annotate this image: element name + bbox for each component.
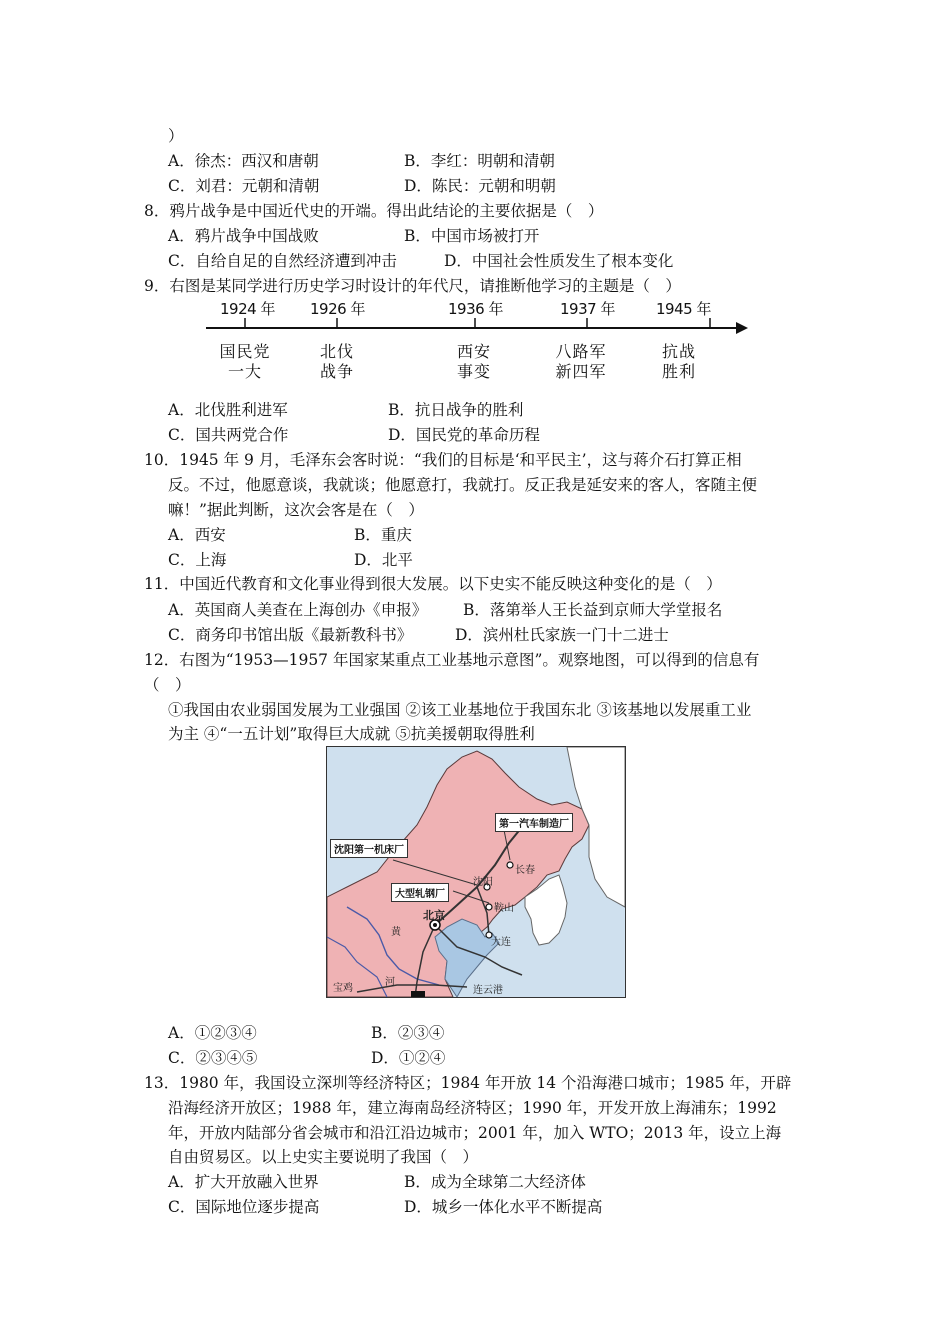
q13-line-4: 自由贸易区。以上史实主要说明了我国（ ） <box>168 1148 479 1166</box>
q10-line-3: 嘛！”据此判断，这次会客是在（ ） <box>168 501 424 519</box>
timeline-figure <box>200 296 760 392</box>
q12-option-d: D．①②④ <box>371 1049 446 1067</box>
map-label-dalian: 大连 <box>491 937 511 948</box>
timeline-event-1945-line2: 胜利 <box>661 362 696 381</box>
q9-option-c: C．国共两党合作 <box>168 426 289 444</box>
timeline-event-1936 <box>446 342 502 382</box>
q8-stem: 8．鸦片战争是中国近代史的开端。得出此结论的主要依据是（ ） <box>144 202 604 220</box>
q8-option-b: B．中国市场被打开 <box>404 227 540 245</box>
q13-line-1: 13．1980 年，我国设立深圳等经济特区；1984 年开放 14 个沿海港口城市；1985 年，开辟 <box>144 1074 792 1092</box>
map-label-lianyungang: 连云港 <box>473 985 503 996</box>
map-label-huang: 黄 <box>391 927 401 938</box>
q8-option-c: C．自给自足的自然经济遭到冲击 <box>168 252 397 270</box>
timeline-event-1926 <box>312 342 362 382</box>
q9-option-d: D．国民党的革命历程 <box>388 426 540 444</box>
timeline-event-1945-line1: 抗战 <box>661 342 696 361</box>
q9-stem: 9．右图是某同学进行历史学习时设计的年代尺，请推断他学习的主题是（ ） <box>144 277 681 295</box>
q13-option-c: C．国际地位逐步提高 <box>168 1198 320 1216</box>
q9-option-b: B．抗日战争的胜利 <box>388 401 524 419</box>
timeline-event-1936-line2: 事变 <box>456 362 491 381</box>
q11-stem: 11．中国近代教育和文化事业得到很大发展。以下史实不能反映这种变化的是（ ） <box>144 575 722 593</box>
q7-option-b: B．李红：明朝和清朝 <box>404 152 555 170</box>
q10-option-a: A．西安 <box>168 526 226 544</box>
q10-option-c: C．上海 <box>168 551 227 569</box>
q13-line-3: 年，开放内陆部分省会城市和沿江沿边城市；2001 年，加入 WTO；2013 年，设立上海 <box>168 1124 782 1142</box>
timeline-event-1926-line1: 北伐 <box>319 342 354 361</box>
q10-line-1: 10．1945 年 9 月，毛泽东会客时说：“我们的目标是‘和平民主’，这与蒋介石打算正相 <box>144 451 742 469</box>
timeline-year-1936: 1936 年 <box>448 300 503 318</box>
q9-option-a: A．北伐胜利进军 <box>168 401 288 419</box>
industrial-base-map <box>326 746 626 998</box>
map-label-he: 河 <box>385 977 395 988</box>
q11-option-b: B．落第举人王长益到京师大学堂报名 <box>463 601 723 619</box>
q11-option-d: D．滨州杜氏家族一门十二进士 <box>455 626 669 644</box>
q13-option-d: D．城乡一体化水平不断提高 <box>404 1198 603 1216</box>
q8-option-a: A．鸦片战争中国战败 <box>168 227 319 245</box>
timeline-event-1924-line1: 国民党 <box>219 342 271 361</box>
timeline-event-1937-line2: 新四军 <box>555 362 607 381</box>
map-label-beijing: 北京 <box>423 909 445 922</box>
timeline-year-1926: 1926 年 <box>310 300 365 318</box>
map-drawing <box>327 747 625 997</box>
q8-option-d: D．中国社会性质发生了根本变化 <box>444 252 674 270</box>
q13-option-b: B．成为全球第二大经济体 <box>404 1173 586 1191</box>
timeline-event-1945 <box>654 342 704 382</box>
map-label-changchun: 长春 <box>515 865 535 876</box>
map-box-steel-rolling-mill: 大型轧钢厂 <box>391 883 449 902</box>
timeline-year-1945: 1945 年 <box>656 300 711 318</box>
timeline-event-1924-line2: 一大 <box>227 362 262 381</box>
q11-option-a: A．英国商人美查在上海创办《申报》 <box>168 601 428 619</box>
q10-line-2: 反。不过，他愿意谈，我就谈；他愿意打，我就打。反正我是延安来的客人，客随主便 <box>168 476 758 494</box>
q10-option-b: B．重庆 <box>354 526 412 544</box>
map-label-baoji: 宝鸡 <box>333 983 353 994</box>
timeline-event-1937-line1: 八路军 <box>555 342 607 361</box>
q11-option-c: C．商务印书馆出版《最新教科书》 <box>168 626 413 644</box>
map-label-anshan: 鞍山 <box>494 903 514 914</box>
q10-option-d: D．北平 <box>354 551 413 569</box>
map-box-first-auto-plant: 第一汽车制造厂 <box>495 813 573 832</box>
timeline-event-1937 <box>550 342 612 382</box>
q12-option-c: C．②③④⑤ <box>168 1049 258 1067</box>
map-label-shenyang: 沈阳 <box>473 877 493 888</box>
q12-line-3: ①我国由农业弱国发展为工业强国 ②该工业基地位于我国东北 ③该基地以发展重工业 <box>168 701 752 719</box>
q7-cont: ） <box>168 127 184 145</box>
q12-line-4: 为主 ④“一五计划”取得巨大成就 ⑤抗美援朝取得胜利 <box>168 725 535 743</box>
timeline-event-1926-line2: 战争 <box>319 362 354 381</box>
q7-option-a: A．徐杰：西汉和唐朝 <box>168 152 319 170</box>
q12-line-2: （ ） <box>144 676 191 694</box>
timeline-year-1937: 1937 年 <box>560 300 615 318</box>
timeline-event-1936-line1: 西安 <box>456 342 491 361</box>
q13-line-2: 沿海经济开放区；1988 年，建立海南岛经济特区；1990 年，开发开放上海浦东；1992 <box>168 1099 777 1117</box>
timeline-event-1924 <box>216 342 274 382</box>
map-box-shenyang-machine-tool: 沈阳第一机床厂 <box>330 839 408 858</box>
q7-option-c: C．刘君：元朝和清朝 <box>168 177 320 195</box>
q13-option-a: A．扩大开放融入世界 <box>168 1173 319 1191</box>
q7-option-d: D．陈民：元朝和明朝 <box>404 177 556 195</box>
q12-option-b: B．②③④ <box>371 1024 445 1042</box>
timeline-year-1924: 1924 年 <box>220 300 275 318</box>
q12-line-1: 12．右图为“1953—1957 年国家某重点工业基地示意图”。观察地图，可以得到的信息有 <box>144 651 760 669</box>
q12-option-a: A．①②③④ <box>168 1024 257 1042</box>
